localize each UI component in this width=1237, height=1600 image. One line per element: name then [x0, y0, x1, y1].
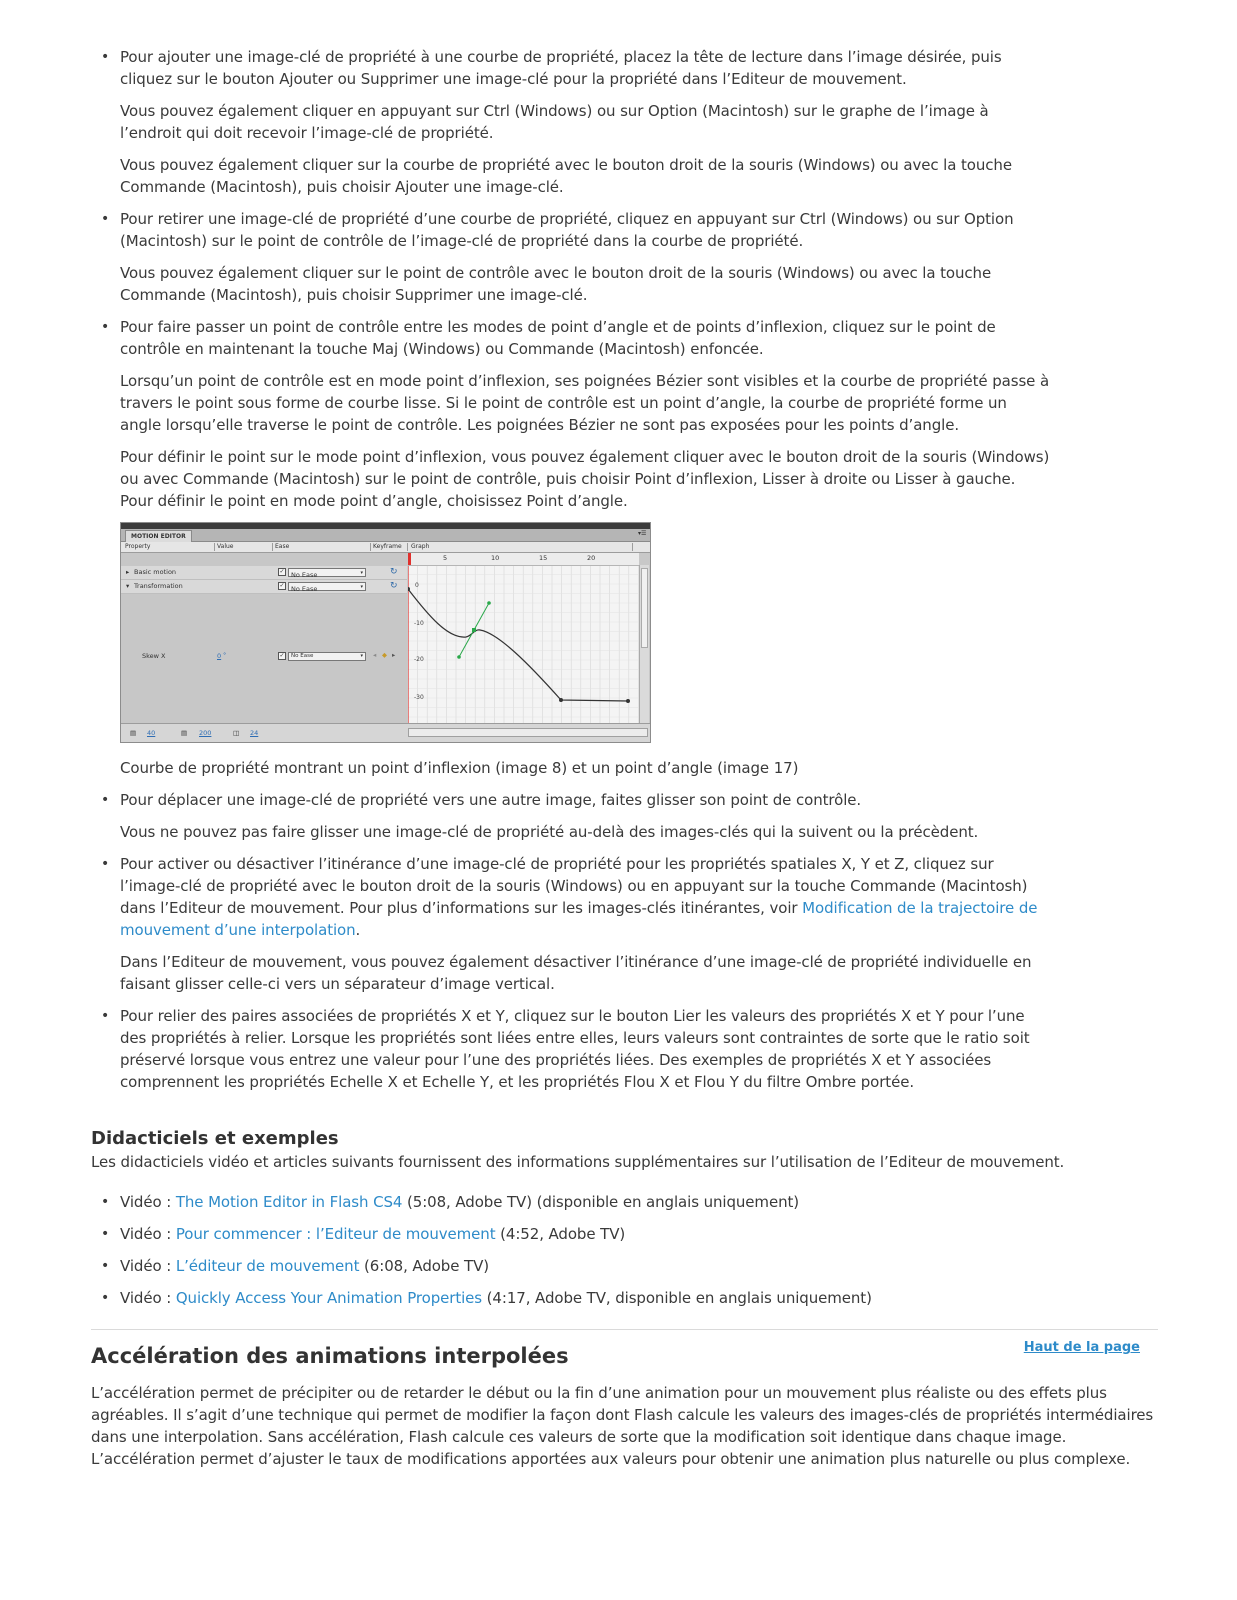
col-value: Value	[217, 543, 234, 550]
list-item	[91, 1287, 1051, 1309]
section-body: L’accélération permet de précipiter ou de retarder le début ou la fin d’une animation pour un mouvement plus réaliste ou des effets plus agréables. Il s’agit d’une technique qui permet de modifier la façon dont Flash calcule les valeurs des images-clés de propriétés intermédiaires dans une interpolation. Sans accélération, Flash calcule ces valeurs de sorte que la modification soit identique dans chaque image. L’accélération permet d’ajuster le taux de modifications apportées aux valeurs pour obtenir une animation plus naturelle ou plus complexe.	[91, 1384, 1154, 1468]
scroll-thumb[interactable]	[641, 568, 648, 648]
col-divider	[370, 543, 371, 551]
bezier-handle[interactable]	[457, 655, 461, 659]
ease-select-value: No Ease	[291, 653, 314, 659]
skew-value[interactable]: 0	[217, 652, 222, 660]
ease-select-value: No Ease	[291, 571, 318, 579]
item-suffix: (4:17, Adobe TV, disponible en anglais uniquement)	[482, 1289, 872, 1307]
add-keyframe-icon[interactable]: ◆	[382, 651, 387, 659]
sub-paragraph: Lorsqu’un point de contrôle est en mode point d’inflexion, ses poignées Bézier sont visibles et la courbe de propriété passe à travers le point sous forme de courbe lisse. Si le point de contrôle est un point d’angle, la courbe de propriété forme un angle lorsqu’elle traverse le point de contrôle. Les poignées Bézier ne sont pas exposées pour les points d’angle.	[120, 372, 1050, 434]
panel-menu-icon[interactable]: ▾☰	[638, 530, 647, 537]
list-item	[91, 1191, 1051, 1213]
bullet-list-link-xy	[91, 1005, 1051, 1093]
motion-editor-screenshot	[120, 522, 651, 743]
col-ease: Ease	[275, 543, 290, 550]
item-suffix: (5:08, Adobe TV) (disponible en anglais uniquement)	[402, 1193, 800, 1211]
expanded-graph-size-value[interactable]: 200	[199, 729, 212, 737]
bullet-text: Pour activer ou désactiver l’itinérance d’une image-clé de propriété pour les propriétés spatiales X, Y et Z, cliquez sur l’image-clé de propriété avec le bouton droit de la souris (Windows) ou en appuyant sur la touche Commande (Macintosh) dans l’Editeur de mouvement. Pour plus d’informations sur les images-clés itinérantes, voir	[120, 855, 1028, 917]
col-divider	[632, 543, 633, 551]
motion-path-link[interactable]: Modification de la trajectoire de mouvement d’une interpolation	[120, 899, 1038, 939]
bullet-text: Pour faire passer un point de contrôle entre les modes de point d’angle et de points d’inflexion, cliquez sur le point de contrôle en maintenant la touche Maj (Windows) ou Commande (Macintosh) enfoncée.	[120, 318, 996, 358]
y-tick-label: 0	[415, 582, 419, 589]
y-tick-label: -20	[414, 656, 424, 663]
reset-values-icon[interactable]: ↻	[390, 567, 398, 577]
chevron-down-icon: ▾	[360, 584, 363, 590]
ease-checkbox[interactable]: ✓	[279, 568, 285, 575]
property-pane	[121, 553, 407, 723]
ease-select[interactable]	[288, 582, 366, 591]
figure-caption: Courbe de propriété montrant un point d’inflexion (image 8) et un point d’angle (image 17)	[120, 759, 799, 777]
column-header-row	[121, 542, 650, 553]
col-divider	[214, 543, 215, 551]
col-graph: Graph	[411, 543, 430, 550]
graph-size-value[interactable]: 40	[147, 729, 156, 737]
item-prefix: Vidéo :	[120, 1225, 176, 1243]
section-heading: Accélération des animations interpolées	[91, 1344, 569, 1368]
list-item	[91, 208, 1051, 252]
item-suffix: (4:52, Adobe TV)	[495, 1225, 626, 1243]
ease-select-value: No Ease	[291, 585, 318, 593]
list-item	[91, 1255, 1051, 1277]
graph-size-icon: ▤	[130, 729, 137, 737]
sub-paragraph: Vous ne pouvez pas faire glisser une image-clé de propriété au-delà des images-clés qui la suivent ou la précèdent.	[120, 823, 979, 841]
col-divider	[272, 543, 273, 551]
section-divider	[91, 1329, 1158, 1355]
video-link[interactable]: Pour commencer : l’Editeur de mouvement	[175, 1225, 496, 1243]
bullet-text: Pour retirer une image-clé de propriété d’une courbe de propriété, cliquez en appuyant sur Ctrl (Windows) ou sur Option (Macintosh) sur le point de contrôle de l’image-clé de propriété dans la courbe de propriété.	[120, 210, 1014, 250]
bullet-text: Pour ajouter une image-clé de propriété à une courbe de propriété, placez la tête de lecture dans l’image désirée, puis cliquez sur le bouton Ajouter ou Supprimer une image-clé pour la propriété dans l’Editeur de mouvement.	[120, 48, 1002, 88]
viewable-frames-value[interactable]: 24	[250, 729, 259, 737]
item-prefix: Vidéo :	[120, 1257, 176, 1275]
list-item	[91, 46, 1051, 90]
ruler-label: 20	[587, 554, 596, 562]
next-keyframe-icon[interactable]: ▸	[392, 651, 396, 659]
horizontal-scrollbar[interactable]	[408, 728, 648, 737]
ruler-label: 5	[443, 554, 448, 562]
list-item	[91, 1005, 1051, 1093]
item-prefix: Vidéo :	[120, 1193, 176, 1211]
property-curve[interactable]	[408, 589, 628, 701]
collapse-arrow-icon[interactable]: ▾	[126, 582, 130, 590]
list-item	[91, 853, 1051, 941]
expanded-graph-size-icon: ▤	[181, 729, 188, 737]
spacer	[91, 1103, 1051, 1127]
graph-pane[interactable]	[408, 553, 639, 723]
control-point[interactable]	[626, 699, 630, 703]
corner-control-point[interactable]	[559, 698, 563, 702]
vertical-scrollbar[interactable]	[639, 565, 649, 723]
editor-footer	[121, 723, 650, 743]
motion-editor-tab[interactable]: MOTION EDITOR	[125, 530, 192, 542]
property-label: Transformation	[134, 582, 183, 590]
prev-keyframe-icon[interactable]: ◂	[373, 651, 377, 659]
bullet-text: Pour relier des paires associées de propriétés X et Y, cliquez sur le bouton Lier les valeurs des propriétés X et Y pour l’une des propriétés à relier. Lorsque les propriétés sont liées entre elles, leurs valeurs sont contraintes de sorte que le ratio soit préservé lorsque vous entrez une valeur pour l’une des propriétés liées. Des exemples de propriétés X et Y associées comprennent les propriétés Echelle X et Echelle Y, et les propriétés Flou X et Flou Y du filtre Ombre portée.	[120, 1007, 1030, 1091]
sub-paragraph: Dans l’Editeur de mouvement, vous pouvez également désactiver l’itinérance d’une image-clé de propriété individuelle en faisant glisser celle-ci vers un séparateur d’image vertical.	[120, 953, 1032, 993]
video-link[interactable]: L’éditeur de mouvement	[175, 1257, 360, 1275]
back-to-top-link[interactable]: Haut de la page	[1023, 1340, 1140, 1355]
graph-svg	[408, 553, 639, 723]
y-tick-label: -30	[414, 694, 424, 701]
bullet-list-b	[91, 789, 1051, 811]
property-label-skew: Skew X	[142, 652, 166, 660]
sub-paragraph: Vous pouvez également cliquer en appuyant sur Ctrl (Windows) ou sur Option (Macintosh) sur le graphe de l’image à l’endroit qui doit recevoir l’image-clé de propriété.	[120, 102, 989, 142]
skew-unit: °	[223, 651, 227, 659]
item-prefix: Vidéo :	[120, 1289, 176, 1307]
bullet-list-a	[91, 46, 1051, 90]
ease-checkbox[interactable]: ✓	[279, 582, 285, 589]
list-item	[91, 789, 1051, 811]
list-item	[91, 316, 1051, 360]
bullet-list-a2	[91, 208, 1051, 252]
list-item	[91, 1223, 1051, 1245]
playhead[interactable]	[408, 553, 411, 565]
video-link[interactable]: Quickly Access Your Animation Properties	[175, 1289, 483, 1307]
sub-paragraph: Vous pouvez également cliquer sur le point de contrôle avec le bouton droit de la souris (Windows) ou avec la touche Commande (Macintosh), puis choisir Supprimer une image-clé.	[120, 264, 992, 304]
y-tick-label: -10	[414, 620, 424, 627]
video-link[interactable]: The Motion Editor in Flash CS4	[175, 1193, 403, 1211]
bullet-text-end: .	[355, 921, 361, 939]
bullet-text: Pour déplacer une image-clé de propriété vers une autre image, faites glisser son point de contrôle.	[120, 791, 862, 809]
col-property: Property	[125, 543, 151, 550]
chevron-down-icon: ▾	[360, 570, 363, 576]
bezier-handle[interactable]	[487, 601, 491, 605]
property-label: Basic motion	[134, 568, 177, 576]
bullet-list-a3	[91, 316, 1051, 360]
col-keyframe: Keyframe	[373, 543, 402, 550]
ease-checkbox[interactable]: ✓	[279, 652, 285, 659]
ease-select[interactable]	[288, 652, 366, 661]
viewable-frames-icon: ◫	[233, 729, 240, 737]
expand-arrow-icon[interactable]: ▸	[126, 568, 130, 576]
frame-ruler[interactable]	[408, 553, 639, 566]
tutorials-heading: Didacticiels et exemples	[91, 1128, 339, 1149]
figure	[91, 522, 1051, 743]
panel-tab-row	[121, 529, 650, 542]
tutorials-intro: Les didacticiels vidéo et articles suivants fournissent des informations supplémentaires sur l’utilisation de l’Editeur de mouvement.	[91, 1153, 1065, 1171]
chevron-down-icon: ▾	[360, 653, 363, 659]
bullet-list-roving	[91, 853, 1051, 941]
property-row-basic-motion[interactable]	[121, 566, 407, 580]
sub-paragraph: Pour définir le point sur le mode point d’inflexion, vous pouvez également cliquer avec le bouton droit de la souris (Windows) ou avec Commande (Macintosh) sur le point de contrôle, puis choisir Point d’inflexion, Lisser à droite ou Lisser à gauche. Pour définir le point en mode point d’angle, choisissez Point d’angle.	[120, 448, 1050, 510]
smooth-control-point[interactable]	[472, 628, 476, 632]
item-suffix: (6:08, Adobe TV)	[359, 1257, 490, 1275]
ease-select[interactable]	[288, 568, 366, 577]
property-row-transformation[interactable]	[121, 580, 407, 594]
reset-values-icon[interactable]: ↻	[390, 581, 398, 591]
col-divider	[407, 543, 408, 551]
sub-paragraph: Vous pouvez également cliquer sur la courbe de propriété avec le bouton droit de la souris (Windows) ou avec la touche Commande (Macintosh), puis choisir Ajouter une image-clé.	[120, 156, 1012, 196]
page-content	[91, 46, 1171, 1470]
tutorials-list	[91, 1191, 1051, 1309]
ruler-label: 15	[539, 554, 548, 562]
ruler-label: 10	[491, 554, 500, 562]
main-column	[91, 46, 1065, 1309]
